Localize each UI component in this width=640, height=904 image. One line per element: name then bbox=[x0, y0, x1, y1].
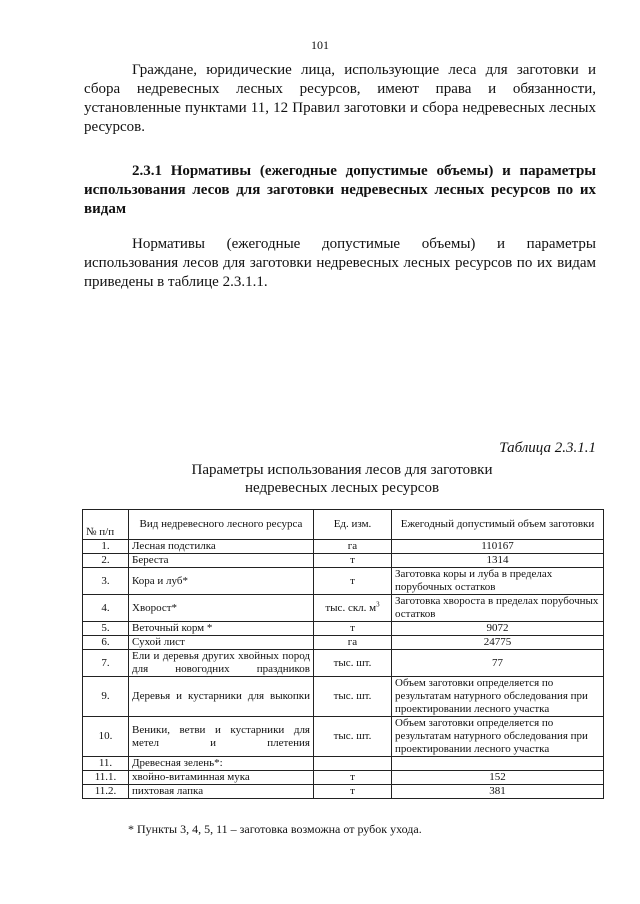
table-footnote: * Пункты 3, 4, 5, 11 – заготовка возможна от рубок ухода. bbox=[128, 822, 422, 836]
table-row bbox=[83, 785, 604, 799]
row-num: 4. bbox=[83, 595, 129, 622]
row-unit: т bbox=[314, 771, 392, 785]
paragraph-intro: Граждане, юридические лица, использующие леса для заготовки и сбора недревесных лесных ресурсов, имеют права и обязанности, установленные пунктами 11, 12 Правил заготовки и сбора недревесных лесных ресурсов. bbox=[84, 62, 596, 135]
table-title-line1: Параметры использования лесов для заготовки bbox=[191, 462, 493, 478]
row-kind: Веники, ветви и кустарники для метел и плетения bbox=[129, 717, 314, 757]
section-heading: 2.3.1 Нормативы (ежегодные допустимые объемы) и параметры использования лесов для заготовки недревесных лесных ресурсов по их видам bbox=[84, 163, 596, 217]
row-volume: 1314 bbox=[392, 554, 604, 568]
header-num: № п/п bbox=[83, 510, 129, 540]
row-kind: хвойно-витаминная мука bbox=[129, 771, 314, 785]
row-unit bbox=[314, 595, 392, 622]
row-kind: Береста bbox=[129, 554, 314, 568]
row-kind: пихтовая лапка bbox=[129, 785, 314, 799]
row-num: 9. bbox=[83, 677, 129, 717]
parameters-table bbox=[82, 509, 604, 799]
row-kind: Хворост* bbox=[129, 595, 314, 622]
row-volume: Объем заготовки определяется по результатам натурного обследования при проектировании лесного участка bbox=[392, 717, 604, 757]
header-volume: Ежегодный допустимый объем заготовки bbox=[392, 510, 604, 540]
row-unit: т bbox=[314, 785, 392, 799]
table-row bbox=[83, 717, 604, 757]
row-num: 10. bbox=[83, 717, 129, 757]
row-num: 2. bbox=[83, 554, 129, 568]
row-num: 11.2. bbox=[83, 785, 129, 799]
table-row bbox=[83, 636, 604, 650]
row-unit: тыс. шт. bbox=[314, 650, 392, 677]
row-num: 5. bbox=[83, 622, 129, 636]
table-row bbox=[83, 677, 604, 717]
row-volume bbox=[392, 757, 604, 771]
table-row bbox=[83, 595, 604, 622]
row-kind: Кора и луб* bbox=[129, 568, 314, 595]
header-unit: Ед. изм. bbox=[314, 510, 392, 540]
row-unit: т bbox=[314, 568, 392, 595]
row-unit: га bbox=[314, 636, 392, 650]
row-volume: 152 bbox=[392, 771, 604, 785]
table-row bbox=[83, 650, 604, 677]
row-volume: 381 bbox=[392, 785, 604, 799]
table-header-row bbox=[83, 510, 604, 540]
table-row bbox=[83, 757, 604, 771]
row-kind: Ели и деревья других хвойных пород для новогодних праздников bbox=[129, 650, 314, 677]
paragraph-table-reference: Нормативы (ежегодные допустимые объемы) и параметры использования лесов для заготовки недревесных лесных ресурсов по их видам приведены в таблице 2.3.1.1. bbox=[84, 236, 596, 290]
row-volume: Заготовка хвороста в пределах порубочных остатков bbox=[392, 595, 604, 622]
row-volume: 110167 bbox=[392, 540, 604, 554]
row-unit: т bbox=[314, 622, 392, 636]
row-num: 3. bbox=[83, 568, 129, 595]
row-volume: Объем заготовки определяется по результатам натурного обследования при проектировании лесного участка bbox=[392, 677, 604, 717]
row-kind: Веточный корм * bbox=[129, 622, 314, 636]
table-row bbox=[83, 554, 604, 568]
row-kind: Лесная подстилка bbox=[129, 540, 314, 554]
row-num: 6. bbox=[83, 636, 129, 650]
row-unit bbox=[314, 757, 392, 771]
table-title-line2: недревесных лесных ресурсов bbox=[244, 480, 440, 496]
header-kind: Вид недревесного лесного ресурса bbox=[129, 510, 314, 540]
row-unit: т bbox=[314, 554, 392, 568]
row-unit: га bbox=[314, 540, 392, 554]
row-kind: Сухой лист bbox=[129, 636, 314, 650]
table-row bbox=[83, 771, 604, 785]
table-label: Таблица 2.3.1.1 bbox=[499, 440, 596, 456]
row-num: 7. bbox=[83, 650, 129, 677]
row-volume: Заготовка коры и луба в пределах порубочных остатков bbox=[392, 568, 604, 595]
row-kind: Деревья и кустарники для выкопки bbox=[129, 677, 314, 717]
row-unit-superscript: 3 bbox=[376, 599, 380, 608]
row-unit: тыс. шт. bbox=[314, 677, 392, 717]
row-volume: 77 bbox=[392, 650, 604, 677]
row-volume: 24775 bbox=[392, 636, 604, 650]
row-kind: Древесная зелень*: bbox=[129, 757, 314, 771]
page-number: 101 bbox=[311, 38, 329, 52]
row-unit: тыс. шт. bbox=[314, 717, 392, 757]
row-unit-text: тыс. скл. м bbox=[325, 601, 377, 614]
table-row bbox=[83, 568, 604, 595]
table-row bbox=[83, 622, 604, 636]
row-num: 11.1. bbox=[83, 771, 129, 785]
row-num: 1. bbox=[83, 540, 129, 554]
row-num: 11. bbox=[83, 757, 129, 771]
table-title bbox=[0, 461, 640, 497]
table-row bbox=[83, 540, 604, 554]
row-volume: 9072 bbox=[392, 622, 604, 636]
